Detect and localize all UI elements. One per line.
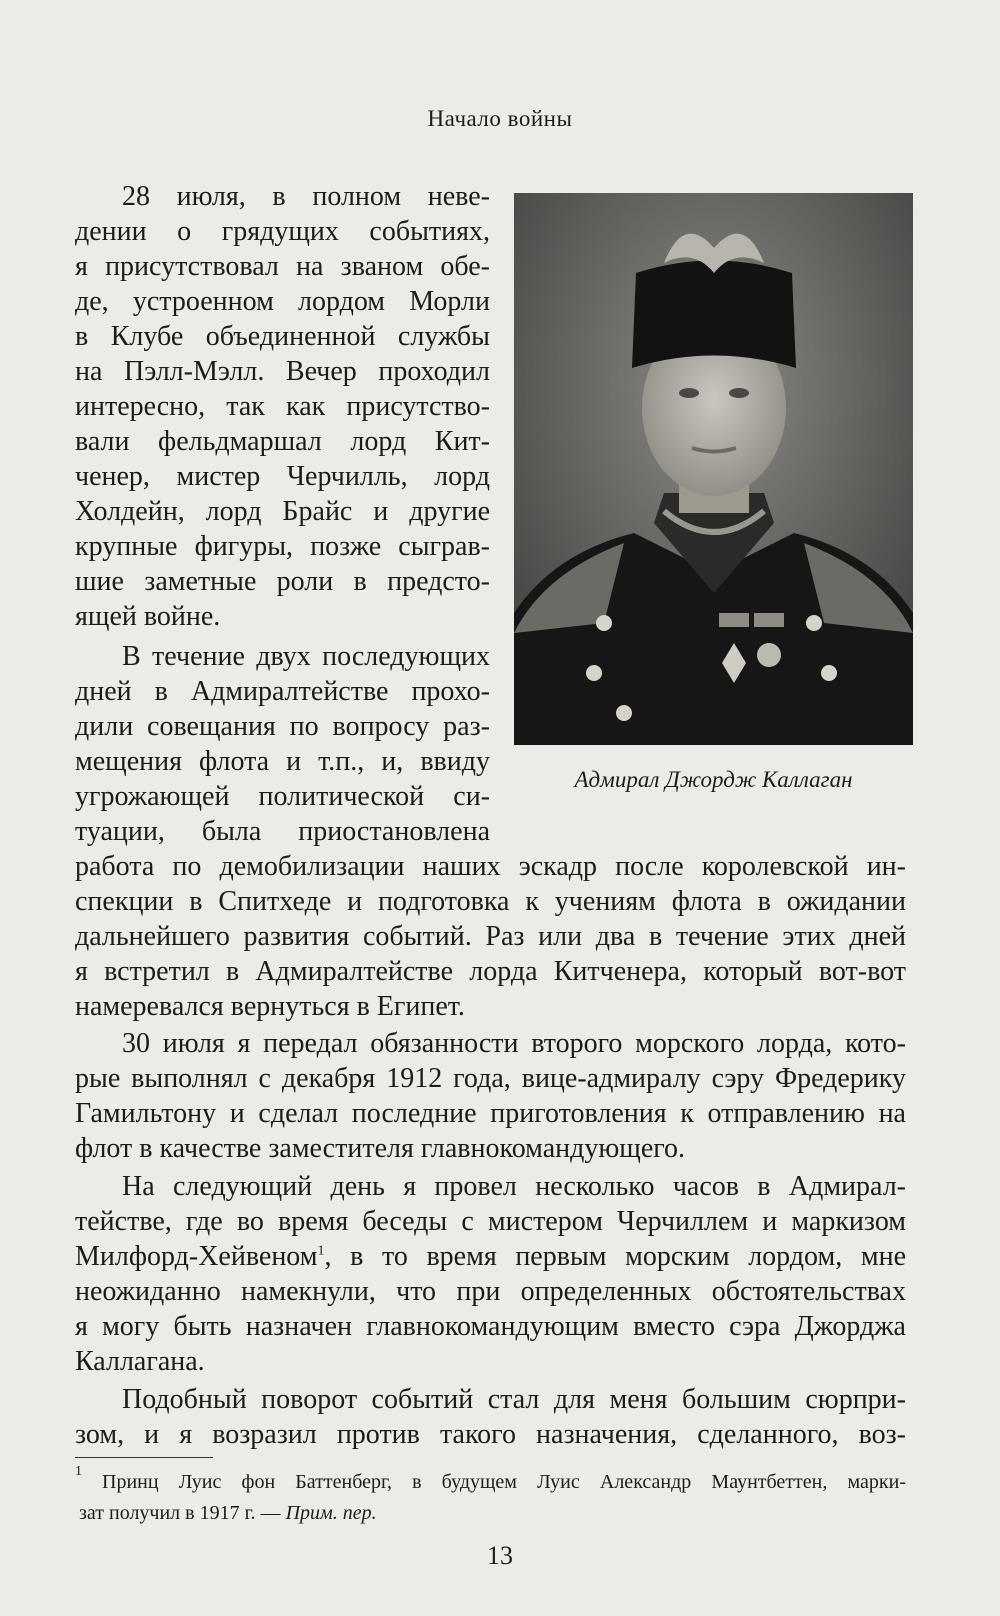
body-line: ящей войне. xyxy=(75,601,221,632)
footnote-text: зат получил в 1917 г. — xyxy=(79,1502,286,1524)
page-number: 13 xyxy=(487,1541,513,1570)
footnote-line xyxy=(79,1500,377,1526)
body-line: я встретил в Адмиралтействе лорда Китченера, который вот-вот xyxy=(75,956,906,987)
body-line: угрожающей политической си- xyxy=(75,781,490,812)
body-line: мещения флота и т.п., и, ввиду xyxy=(75,746,490,777)
body-line: крупные фигуры, позже сыграв- xyxy=(75,531,490,562)
body-line: дении о грядущих событиях, xyxy=(75,216,490,247)
body-line: туации, была приостановлена xyxy=(75,816,490,847)
body-line: вали фельдмаршал лорд Кит- xyxy=(75,426,490,457)
body-line: спекции в Спитхеде и подготовка к учениям флота в ожидании xyxy=(75,886,906,917)
body-line: 30 июля я передал обязанности второго морского лорда, кото- xyxy=(122,1028,906,1059)
body-line: Гамильтону и сделал последние приготовления к отправлению на xyxy=(75,1098,906,1129)
body-line: дальнейшего развития событий. Раз или два в течение этих дней xyxy=(75,921,906,952)
body-line-with-footnote xyxy=(75,1240,906,1274)
body-line: шие заметные роли в предсто- xyxy=(75,566,490,597)
footnote-rule xyxy=(75,1457,213,1458)
portrait-photo xyxy=(514,193,913,745)
figure-caption: Адмирал Джордж Каллаган xyxy=(574,767,853,792)
body-line-part: , в то время первым морским лордом, мне xyxy=(324,1241,906,1272)
body-line: я могу быть назначен главнокомандующим вместо сэра Джорджа xyxy=(75,1311,906,1342)
portrait-figure xyxy=(514,193,913,793)
body-line: дили совещания по вопросу раз- xyxy=(75,711,490,742)
body-line: На следующий день я провел несколько часов в Адмирал- xyxy=(122,1171,906,1202)
body-line: ченер, мистер Черчилль, лорд xyxy=(75,461,490,492)
body-line: в Клубе объединенной службы xyxy=(75,321,490,352)
body-line: работа по демобилизации наших эскадр после королевской ин- xyxy=(75,851,906,882)
body-line: Каллагана. xyxy=(75,1346,205,1377)
body-line: де, устроенном лордом Морли xyxy=(75,286,490,317)
body-line: флот в качестве заместителя главнокомандующего. xyxy=(75,1133,686,1164)
body-line: рые выполнял с декабря 1912 года, вице-адмиралу сэру Фредерику xyxy=(75,1063,906,1094)
body-line: намеревался вернуться в Египет. xyxy=(75,991,465,1022)
body-line: Подобный поворот событий стал для меня большим сюрпри- xyxy=(122,1384,906,1415)
body-line: я присутствовал на званом обе- xyxy=(75,251,490,282)
footnote-line: Принц Луис фон Баттенберг, в будущем Луис Александр Маунтбеттен, марки- xyxy=(102,1471,906,1493)
body-line: Холдейн, лорд Брайс и другие xyxy=(75,496,490,527)
body-line: неожиданно намекнули, что при определенных обстоятельствах xyxy=(75,1276,906,1307)
footnote-ref[interactable]: 1 xyxy=(317,1243,325,1259)
body-line: 28 июля, в полном неве- xyxy=(122,181,490,212)
body-line: дней в Адмиралтействе прохо- xyxy=(75,676,490,707)
footnote-note: Прим. пер. xyxy=(285,1502,377,1524)
body-line-part: Милфорд-Хейвеном xyxy=(75,1241,318,1272)
body-line: интересно, так как присутство- xyxy=(75,391,490,422)
body-line: тействе, где во время беседы с мистером Черчиллем и маркизом xyxy=(75,1206,906,1237)
body-line: В течение двух последующих xyxy=(122,641,490,672)
footnote-marker: 1 xyxy=(75,1464,82,1479)
running-header: Начало войны xyxy=(427,106,573,131)
body-line: зом, и я возразил против такого назначения, сделанного, воз- xyxy=(75,1419,906,1450)
body-line: на Пэлл-Мэлл. Вечер проходил xyxy=(75,356,490,387)
